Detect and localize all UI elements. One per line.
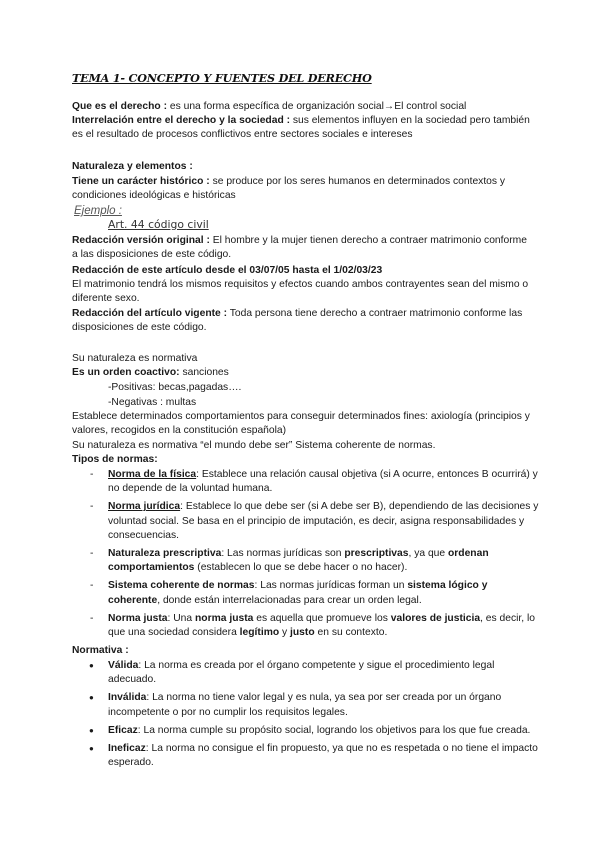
should-be-line: Su naturaleza es normativa “el mundo debe ser” Sistema coherente de normas. (72, 440, 436, 451)
list-item-text: : Las normas jurídicas forman un (254, 580, 408, 592)
dash-bullet: - (90, 580, 94, 592)
current-version-text: Toda persona tiene derecho a contraer matrimonio conforme las disposiciones de este código. (72, 308, 523, 334)
list-item-text: : Establece una relación causal objetiva (si A ocurre, entonces B ocurrirá) y no depende de la voluntad humana. (108, 469, 538, 495)
bullet-dot: ● (89, 693, 94, 703)
example-label: Ejemplo : (74, 205, 122, 217)
list-item-text: : Establece lo que debe ser (si A debe ser B), dependiendo de las decisiones y voluntad social. Se basa en el principio de imputación, es decir, asigna responsabilidades y consecuencias. (108, 501, 539, 541)
list-item-text: , donde están interrelacionadas para crear un orden legal. (157, 594, 422, 606)
types-heading: Tipos de normas: (72, 454, 158, 465)
dash-bullet: - (90, 612, 94, 624)
list-item-label: Norma jurídica (108, 501, 181, 513)
article-reference: Art. 44 código civil (108, 218, 209, 231)
list-item-emphasis: legítimo (239, 627, 280, 639)
list-item-text: : La norma cumple su propósito social, logrando los objetivos para los que fue creada. (137, 724, 531, 736)
validity-heading: Normativa : (72, 645, 129, 656)
list-item (72, 612, 542, 640)
list-item (72, 468, 542, 496)
list-item-text: y (279, 627, 291, 639)
list-item-emphasis: norma justa (195, 612, 254, 624)
list-item-text: : Las normas jurídicas son (221, 548, 345, 560)
intro-section (72, 100, 532, 143)
current-version-label: Redacción del artículo vigente : (72, 308, 228, 319)
list-item (72, 742, 542, 770)
bullet-dot: ● (89, 744, 94, 754)
historical-label: Tiene un carácter histórico : (72, 176, 210, 187)
list-item (72, 500, 542, 543)
list-item-text: , es decir, lo que una sociedad considera (108, 612, 536, 639)
positive-sanctions: -Positivas: becas,pagadas…. (108, 382, 242, 393)
historical-text: se produce por los seres humanos en determinados contextos y condiciones ideológicas e históricas (72, 176, 506, 202)
list-item-emphasis: sistema lógico y coherente (108, 580, 488, 606)
list-item (72, 691, 542, 719)
list-item-text: : Una (167, 612, 195, 624)
negative-sanctions: -Negativas : multas (108, 397, 197, 408)
bullet-dot: ● (89, 661, 94, 670)
coercive-line (72, 366, 532, 380)
list-item-label: Norma justa (108, 612, 168, 624)
list-item (72, 547, 542, 575)
bullet-dot: ● (89, 725, 94, 735)
list-item-text: : La norma es creada por el órgano competente y sigue el procedimiento legal adecuado. (108, 660, 495, 686)
list-item-label: Válida (108, 660, 139, 671)
definition-text: es una forma específica de organización social→El control social (167, 101, 467, 112)
normative-intro: Su naturaleza es normativa (72, 353, 198, 364)
list-item-label: Eficaz (108, 724, 138, 736)
norm-types-list (72, 468, 542, 640)
coercive-text: sanciones (179, 367, 229, 378)
list-item-text: en su contexto. (314, 627, 388, 639)
interrelation-paragraph (72, 114, 532, 142)
list-item-emphasis: justo (290, 627, 315, 639)
original-version-label: Redacción versión original : (72, 235, 210, 246)
historical-paragraph (72, 175, 532, 203)
original-version-paragraph (72, 234, 532, 262)
definition-label: Que es el derecho : (72, 101, 167, 112)
coercive-label: Es un orden coactivo: (72, 367, 180, 378)
interrelation-text: sus elementos influyen en la sociedad pero también es el resultado de procesos conflictivos entre sectores sociales e intereses (72, 115, 530, 141)
list-item-label: Ineficaz (108, 743, 146, 755)
list-item-label: Sistema coherente de normas (108, 580, 255, 592)
list-item-emphasis: valores de justicia (390, 612, 481, 624)
interrelation-label: Interrelación entre el derecho y la sociedad : (72, 115, 291, 127)
list-item (72, 724, 542, 738)
dash-bullet: - (90, 469, 94, 480)
list-item (72, 659, 542, 687)
original-version-text: El hombre y la mujer tienen derecho a contraer matrimonio conforme a las disposiciones de este código. (72, 235, 527, 261)
list-item-emphasis: ordenan comportamientos (108, 548, 489, 574)
dash-bullet: - (90, 501, 94, 513)
list-item-text: (establecen lo que se debe hacer o no hacer). (194, 562, 408, 574)
list-item (72, 579, 542, 607)
period-version-label: Redacción de este artículo desde el 03/07/05 hasta el 1/02/03/23 (72, 265, 383, 276)
validity-list (72, 659, 542, 770)
nature-heading: Naturaleza y elementos : (72, 161, 193, 172)
list-item-text: , ya que (408, 548, 448, 560)
list-item-text: es aquella que promueve los (253, 612, 391, 624)
page-title: TEMA 1- CONCEPTO Y FUENTES DEL DERECHO (72, 71, 372, 85)
list-item-emphasis: prescriptivas (344, 548, 409, 560)
list-item-label: Inválida (108, 692, 147, 704)
list-item-text: : La norma no consigue el fin propuesto, ya que no es respetada o no tiene el impacto esperado. (108, 743, 538, 769)
axiology-paragraph: Establece determinados comportamientos para conseguir determinados fines: axiología (principios y valores, recogidos en la constitución española) (72, 411, 530, 437)
period-version-text: El matrimonio tendrá los mismos requisitos y efectos cuando ambos contrayentes sean del mismo o diferente sexo. (72, 279, 529, 305)
current-version-paragraph (72, 307, 532, 335)
list-item-label: Naturaleza prescriptiva (108, 548, 222, 560)
dash-bullet: - (90, 548, 94, 560)
list-item-label: Norma de la física (108, 469, 197, 480)
definition-line (72, 100, 532, 114)
list-item-text: : La norma no tiene valor legal y es nula, ya sea por ser creada por un órgano incompetente o por no cumplir los requisitos legales. (108, 692, 502, 718)
